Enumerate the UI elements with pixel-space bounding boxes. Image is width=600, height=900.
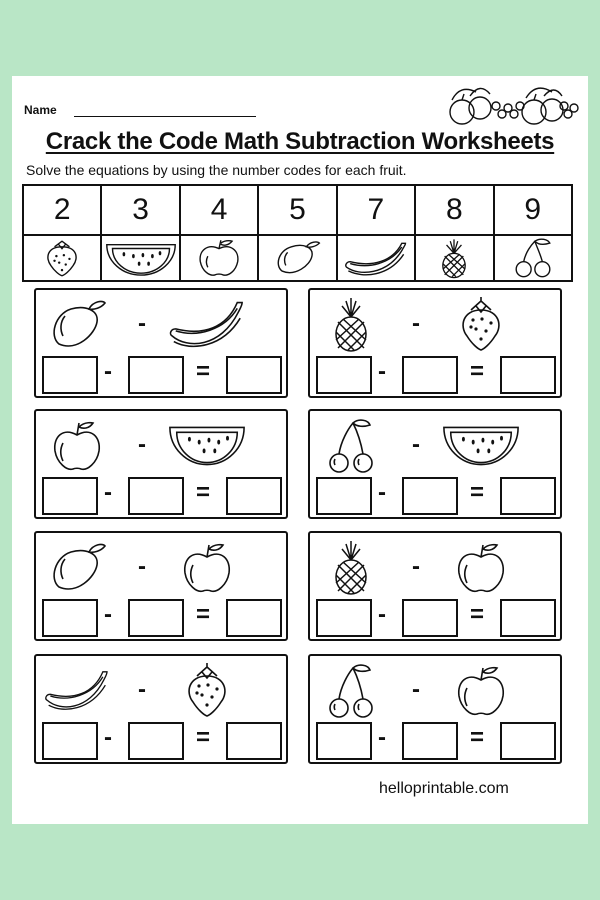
apple-icon [440,539,522,597]
equals-sign: = [470,358,485,385]
watermelon-icon [166,417,248,475]
minus-sign: - [378,601,386,628]
subtraction-problem-card [34,654,288,764]
code-number: 9 [495,186,571,236]
answer-box-result[interactable] [226,599,282,637]
subtraction-problem-card [308,288,562,398]
minus-sign: - [412,310,420,337]
strawberry-icon [34,236,90,280]
minus-sign: - [412,676,420,703]
minus-sign: - [104,601,112,628]
minus-sign: - [138,676,146,703]
equals-sign: = [470,724,485,751]
equals-sign: = [196,601,211,628]
code-number: 3 [102,186,178,236]
apple-icon [191,236,247,280]
equals-sign: = [196,358,211,385]
answer-box-second-number[interactable] [128,599,184,637]
subtraction-problem-card [308,409,562,519]
code-number: 8 [416,186,492,236]
strawberry-icon [440,296,522,354]
watermelon-icon [440,417,522,475]
banana-icon [42,662,112,720]
subtraction-problem-card [308,531,562,641]
answer-box-second-number[interactable] [128,722,184,760]
mango-icon [42,539,112,597]
apple-icon [440,662,522,720]
name-write-line [74,116,256,117]
answer-box-second-number[interactable] [402,599,458,637]
answer-box-result[interactable] [226,477,282,515]
subtraction-problem-card [308,654,562,764]
answer-box-first-number[interactable] [316,599,372,637]
answer-box-first-number[interactable] [316,722,372,760]
answer-box-first-number[interactable] [42,356,98,394]
equals-sign: = [196,724,211,751]
code-key-column [338,186,416,280]
answer-box-result[interactable] [500,722,556,760]
pineapple-icon [426,236,482,280]
answer-box-second-number[interactable] [128,477,184,515]
subtraction-problem-card [34,409,288,519]
mango-icon [269,236,325,280]
code-key-column [102,186,180,280]
answer-box-second-number[interactable] [402,356,458,394]
equals-sign: = [470,601,485,628]
strawberry-icon [166,662,248,720]
code-number: 7 [338,186,414,236]
answer-box-first-number[interactable] [316,356,372,394]
watermelon-icon [103,236,179,280]
minus-sign: - [412,431,420,458]
equals-sign: = [196,479,211,506]
apple-icon [42,417,112,475]
pineapple-icon [316,539,386,597]
minus-sign: - [138,431,146,458]
minus-sign: - [378,479,386,506]
minus-sign: - [138,553,146,580]
name-label: Name [24,103,57,117]
answer-box-first-number[interactable] [42,477,98,515]
worksheet-page [12,76,588,824]
fruit-code-key-table [22,184,573,282]
code-key-column [416,186,494,280]
pineapple-icon [316,296,386,354]
worksheet-title: Crack the Code Math Subtraction Worksheets [45,128,555,155]
answer-box-second-number[interactable] [128,356,184,394]
answer-box-first-number[interactable] [42,722,98,760]
equals-sign: = [470,479,485,506]
code-key-column [181,186,259,280]
cherries-icon [316,662,386,720]
answer-box-second-number[interactable] [402,477,458,515]
answer-box-result[interactable] [500,477,556,515]
answer-box-second-number[interactable] [402,722,458,760]
cherries-icon [505,236,561,280]
code-key-column [259,186,337,280]
mango-icon [42,296,112,354]
code-number: 4 [181,186,257,236]
minus-sign: - [104,358,112,385]
minus-sign: - [378,358,386,385]
code-number: 2 [24,186,100,236]
code-key-column [495,186,571,280]
minus-sign: - [138,310,146,337]
banana-icon [166,296,248,354]
cherries-icon [316,417,386,475]
minus-sign: - [104,724,112,751]
answer-box-result[interactable] [226,356,282,394]
apple-icon [166,539,248,597]
website-footer: helloprintable.com [379,780,509,797]
minus-sign: - [378,724,386,751]
instructions-text: Solve the equations by using the number codes for each fruit. [26,162,407,178]
code-number: 5 [259,186,335,236]
code-key-column [24,186,102,280]
minus-sign: - [104,479,112,506]
banana-icon [341,236,411,280]
answer-box-first-number[interactable] [316,477,372,515]
answer-box-result[interactable] [226,722,282,760]
answer-box-result[interactable] [500,599,556,637]
answer-box-first-number[interactable] [42,599,98,637]
subtraction-problem-card [34,288,288,398]
subtraction-problem-card [34,531,288,641]
fruit-basket-icon [440,78,580,128]
answer-box-result[interactable] [500,356,556,394]
minus-sign: - [412,553,420,580]
